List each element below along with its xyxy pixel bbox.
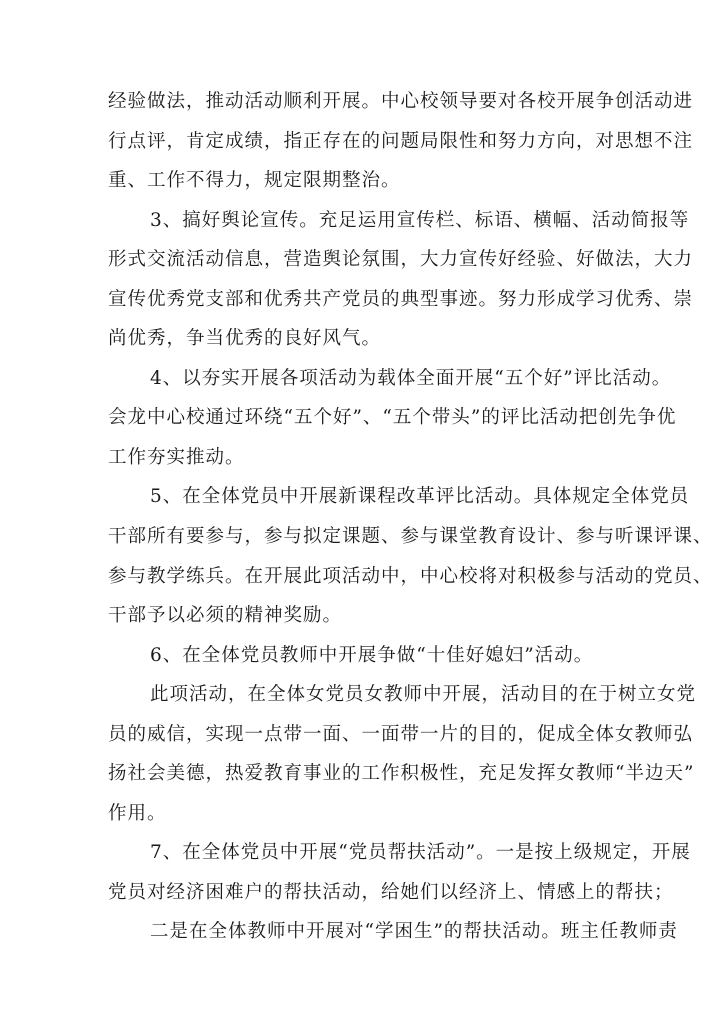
text-line: 会龙中心校通过环绕“五个好”、“五个带头”的评比活动把创先争优 (108, 407, 677, 429)
document-page (108, 89, 713, 959)
text-line: 形式交流活动信息，营造舆论氛围，大力宣传好经验、好做法，大力 (108, 249, 694, 271)
text-line: 6、在全体党员教师中开展争做“十佳好媳妇”活动。 (150, 644, 594, 666)
text-line: 宣传优秀党支部和优秀共产党员的典型事迹。努力形成学习优秀、崇 (108, 288, 694, 310)
paragraph (108, 89, 694, 208)
paragraph (108, 643, 613, 683)
text-line: 员的威信，实现一点带一面、一面带一片的目的，促成全体女教师弘 (108, 723, 694, 745)
text-line: 参与教学练兵。在开展此项活动中，中心校将对积极参与活动的党员、 (108, 565, 713, 587)
text-line: 干部所有要参与，参与拟定课题、参与课堂教育设计、参与听课评课、 (108, 526, 713, 548)
text-line: 重、工作不得力，规定限期整治。 (108, 170, 401, 192)
text-line: 党员对经济困难户的帮扶活动，给她们以经济上、情感上的帮扶； (108, 881, 674, 903)
text-line: 3、搞好舆论宣传。充足运用宣传栏、标语、横幅、活动简报等 (150, 209, 690, 231)
text-line: 作用。 (108, 802, 167, 824)
text-line: 此项活动，在全体女党员女教师中开展，活动目的在于树立女党 (150, 684, 697, 706)
text-line: 经验做法，推动活动顺利开展。中心校领导要对各校开展争创活动进 (108, 91, 694, 112)
text-line: 7、在全体党员中开展“党员帮扶活动”。一是按上级规定，开展 (150, 842, 691, 864)
paragraph (108, 919, 678, 959)
text-line: 二是在全体教师中开展对“学困生”的帮扶活动。班主任教师责 (150, 921, 678, 943)
paragraph (108, 366, 677, 485)
paragraph (108, 208, 694, 366)
text-line: 尚优秀，争当优秀的良好风气。 (108, 328, 382, 350)
paragraph (108, 484, 713, 642)
text-line: 干部予以必须的精神奖励。 (108, 605, 343, 627)
paragraph (108, 840, 691, 919)
text-line: 行点评，肯定成绩，指正存在的问题局限性和努力方向，对思想不注 (108, 130, 694, 152)
text-line: 5、在全体党员中开展新课程改革评比活动。具体规定全体党员 (150, 486, 690, 508)
paragraph (108, 682, 697, 840)
text-line: 4、以夯实开展各项活动为载体全面开展“五个好”评比活动。 (150, 367, 672, 389)
text-line: 工作夯实推动。 (108, 446, 245, 468)
text-line: 扬社会美德，热爱教育事业的工作积极性，充足发挥女教师“半边天” (108, 763, 695, 785)
